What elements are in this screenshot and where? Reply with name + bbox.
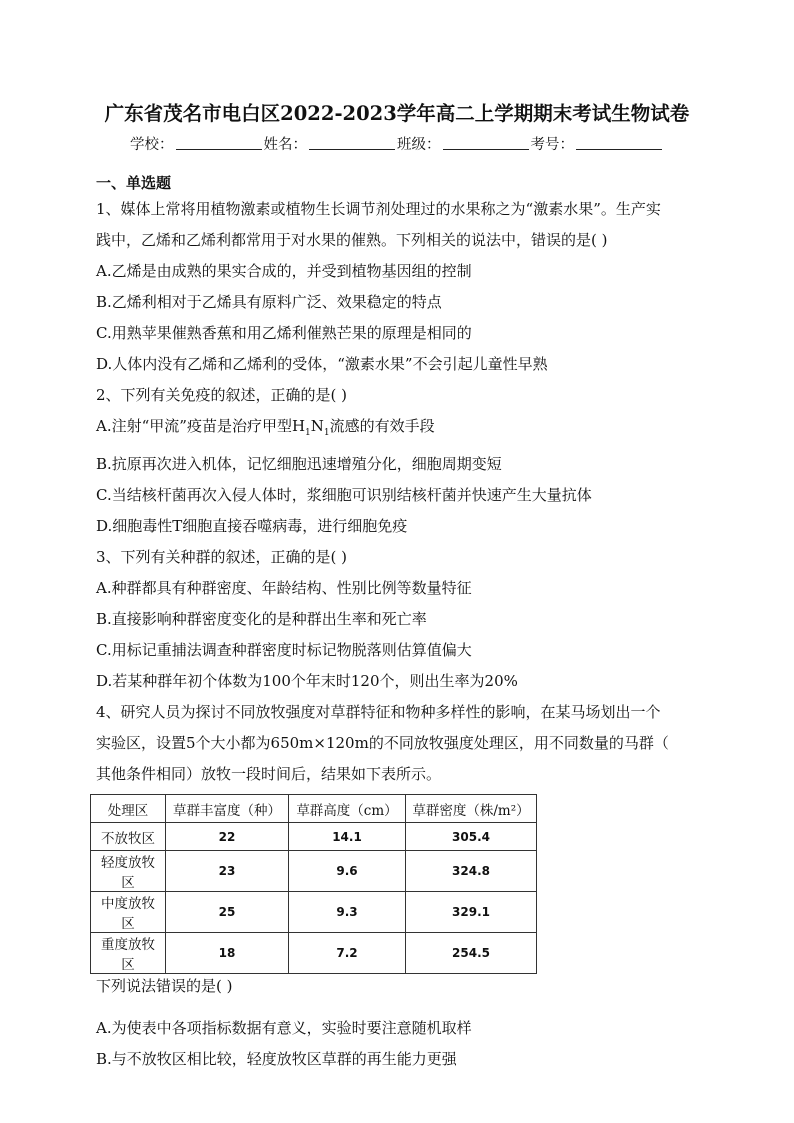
table-header-row bbox=[91, 795, 537, 823]
table-row bbox=[91, 823, 537, 851]
option-b: B.乙烯利相对于乙烯具有原料广泛、效果稳定的特点 bbox=[96, 293, 442, 311]
table-cell: 25 bbox=[166, 892, 289, 933]
column-header: 草群高度（cm） bbox=[289, 795, 406, 823]
question-4 bbox=[96, 697, 698, 1075]
option-b: B.直接影响种群密度变化的是种群出生率和死亡率 bbox=[96, 610, 427, 628]
table-cell: 18 bbox=[166, 933, 289, 974]
option-b: B.与不放牧区相比较，轻度放牧区草群的再生能力更强 bbox=[96, 1050, 457, 1068]
question-stem: 2、下列有关免疫的叙述，正确的是( ) bbox=[96, 386, 348, 404]
option-c: C.用熟苹果催熟香蕉和用乙烯利催熟芒果的原理是相同的 bbox=[96, 324, 472, 342]
question-stem: 践中，乙烯和乙烯利都常用于对水果的催熟。下列相关的说法中，错误的是( ) bbox=[96, 231, 608, 249]
school-blank[interactable] bbox=[176, 135, 262, 150]
section-heading: 一、单选题 bbox=[96, 174, 172, 192]
option-a: A.种群都具有种群密度、年龄结构、性别比例等数量特征 bbox=[96, 579, 472, 597]
table-cell: 23 bbox=[166, 851, 289, 892]
table-cell: 9.6 bbox=[289, 851, 406, 892]
table-cell: 22 bbox=[166, 823, 289, 851]
table-cell: 不放牧区 bbox=[91, 823, 166, 851]
option-b: B.抗原再次进入机体，记忆细胞迅速增殖分化，细胞周期变短 bbox=[96, 455, 502, 473]
table-cell: 254.5 bbox=[406, 933, 537, 974]
question-stem: 3、下列有关种群的叙述，正确的是( ) bbox=[96, 548, 348, 566]
class-blank[interactable] bbox=[443, 135, 529, 150]
option-a: A.乙烯是由成熟的果实合成的，并受到植物基因组的控制 bbox=[96, 262, 472, 280]
question-1 bbox=[96, 194, 698, 380]
column-header: 草群丰富度（种） bbox=[166, 795, 289, 823]
table-row bbox=[91, 933, 537, 974]
table-cell: 重度放牧区 bbox=[91, 933, 166, 974]
name-blank[interactable] bbox=[309, 135, 395, 150]
option-c: C.用标记重捕法调查种群密度时标记物脱落则估算值偏大 bbox=[96, 641, 472, 659]
column-header: 处理区 bbox=[91, 795, 166, 823]
name-label: 姓名： bbox=[263, 137, 307, 153]
table-cell: 轻度放牧区 bbox=[91, 851, 166, 892]
option-c: C.当结核杆菌再次入侵人体时，浆细胞可识别结核杆菌并快速产生大量抗体 bbox=[96, 486, 592, 504]
table-cell: 329.1 bbox=[406, 892, 537, 933]
option-d: D.人体内没有乙烯和乙烯利的受体，“激素水果”不会引起儿童性早熟 bbox=[96, 355, 548, 373]
school-label: 学校： bbox=[130, 137, 174, 153]
option-a: A.注射“甲流”疫苗是治疗甲型$H_1N_1$流感的有效手段 bbox=[96, 417, 435, 438]
option-a: A.为使表中各项指标数据有意义，实验时要注意随机取样 bbox=[96, 1019, 472, 1037]
question-3 bbox=[96, 542, 698, 697]
option-d: D.细胞毒性T细胞直接吞噬病毒，进行细胞免疫 bbox=[96, 517, 408, 535]
table-row bbox=[91, 851, 537, 892]
table-cell: 305.4 bbox=[406, 823, 537, 851]
column-header: 草群密度（株/m²） bbox=[406, 795, 537, 823]
question-stem: 下列说法错误的是( ) bbox=[96, 977, 233, 995]
option-d: D.若某种群年初个体数为100个年末时120个，则出生率为20% bbox=[96, 672, 518, 690]
table-cell: 324.8 bbox=[406, 851, 537, 892]
table-row bbox=[91, 892, 537, 933]
table-cell: 9.3 bbox=[289, 892, 406, 933]
grazing-data-table bbox=[90, 794, 537, 974]
student-info-line bbox=[96, 134, 698, 156]
table-cell: 中度放牧区 bbox=[91, 892, 166, 933]
question-stem: 4、研究人员为探讨不同放牧强度对草群特征和物种多样性的影响，在某马场划出一个 bbox=[96, 703, 661, 721]
class-label: 班级： bbox=[397, 137, 441, 153]
question-stem: 1、媒体上常将用植物激素或植物生长调节剂处理过的水果称之为“激素水果”。生产实 bbox=[96, 200, 661, 218]
question-stem: 其他条件相同）放牧一段时间后，结果如下表所示。 bbox=[96, 765, 442, 783]
question-stem: 实验区，设置5个大小都为650m×120m的不同放牧强度处理区，用不同数量的马群（ bbox=[96, 734, 669, 752]
table-cell: 14.1 bbox=[289, 823, 406, 851]
exam-title: 广东省茂名市电白区2022-2023学年高二上学期期末考试生物试卷 bbox=[104, 102, 690, 125]
number-blank[interactable] bbox=[576, 135, 662, 150]
table-cell: 7.2 bbox=[289, 933, 406, 974]
number-label: 考号： bbox=[530, 137, 574, 153]
question-2 bbox=[96, 380, 698, 542]
